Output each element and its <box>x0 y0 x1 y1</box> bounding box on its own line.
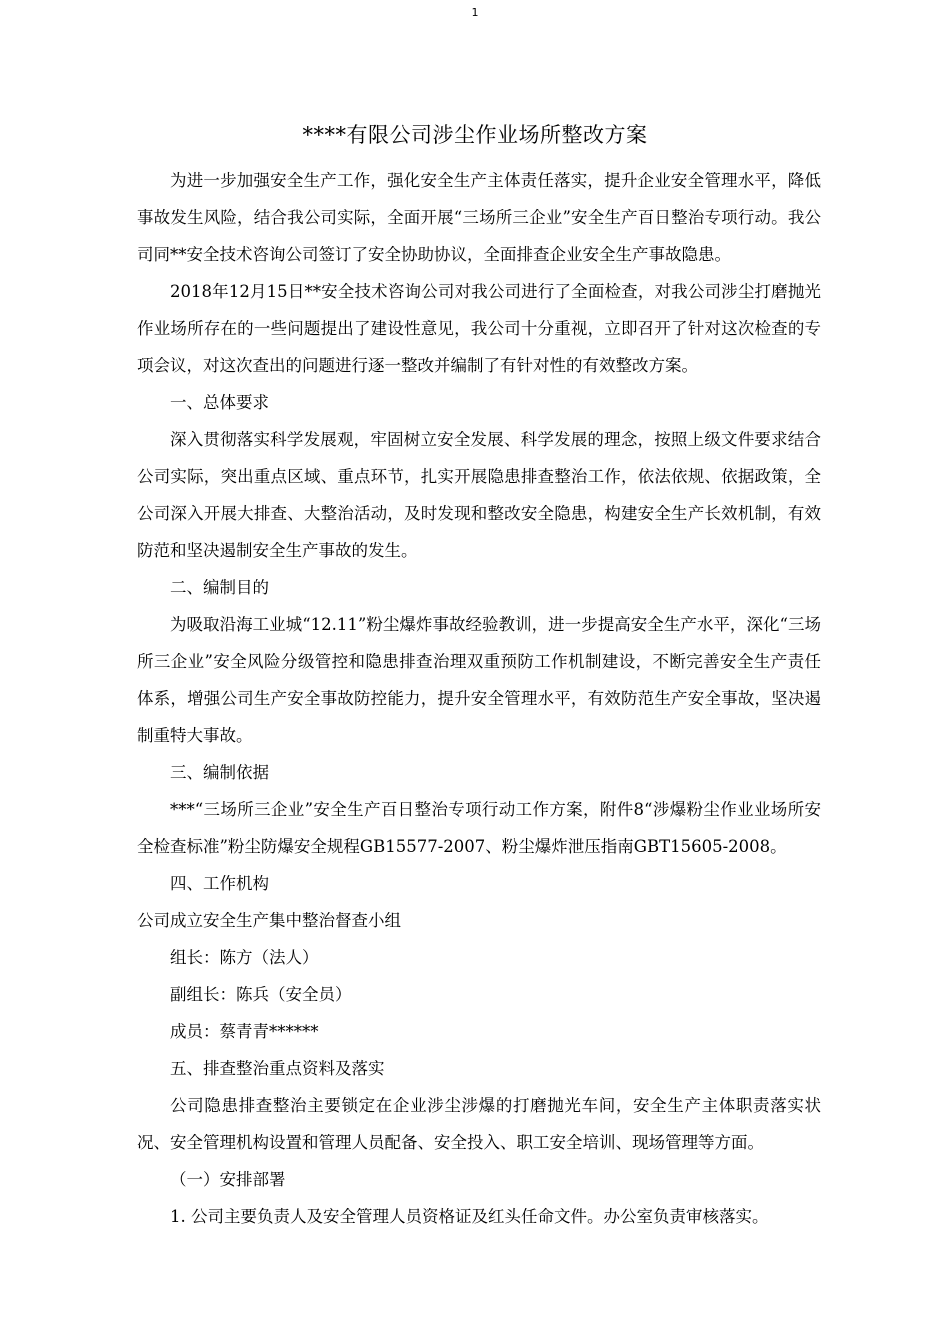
document-title: ****有限公司涉尘作业场所整改方案 <box>302 123 648 147</box>
page-number: 1 <box>471 6 479 19</box>
organization-paragraph: 公司成立安全生产集中整治督查小组 <box>137 911 401 930</box>
intro-paragraph: 为进一步加强安全生产工作，强化安全生产主体责任落实，提升企业安全管理水平，降低事故发生风险，结合我公司实际，全面开展“三场所三企业”安全生产百日整治专项行动。我公司同**安全技术咨询公司签订了安全协助协议，全面排查企业安全生产事故隐患。 <box>137 171 821 264</box>
deputy-team-leader: 副组长：陈兵（安全员） <box>170 985 352 1004</box>
section-heading-purpose: 二、编制目的 <box>170 578 269 597</box>
basis-paragraph: ***“三场所三企业”安全生产百日整治专项行动工作方案，附件8“涉爆粉尘作业业场所安全检查标准”粉尘防爆安全规程GB15577-2007、粉尘爆炸泄压指南GBT15605-2008。 <box>137 800 821 856</box>
general-requirements-paragraph: 深入贯彻落实科学发展观，牢固树立安全发展、科学发展的理念，按照上级文件要求结合公司实际，突出重点区域、重点环节，扎实开展隐患排查整治工作，依法依规、依据政策，全公司深入开展大排查、大整治活动，及时发现和整改安全隐患，构建安全生产长效机制，有效防范和坚决遏制安全生产事故的发生。 <box>137 430 821 560</box>
section-heading-organization: 四、工作机构 <box>170 874 269 893</box>
key-items-paragraph: 公司隐患排查整治主要锁定在企业涉尘涉爆的打磨抛光车间，安全生产主体职责落实状况、安全管理机构设置和管理人员配备、安全投入、职工安全培训、现场管理等方面。 <box>137 1096 821 1152</box>
team-leader: 组长：陈方（法人） <box>170 948 319 967</box>
section-heading-general-requirements: 一、总体要求 <box>170 393 269 412</box>
subsection-heading-arrangement: （一）安排部署 <box>170 1170 286 1189</box>
purpose-paragraph: 为吸取沿海工业城“12.11”粉尘爆炸事故经验教训，进一步提高安全生产水平，深化“三场所三企业”安全风险分级管控和隐患排查治理双重预防工作机制建设，不断完善安全生产责任体系，增强公司生产安全事故防控能力，提升安全管理水平，有效防范生产安全事故，坚决遏制重特大事故。 <box>137 615 821 745</box>
team-members: 成员：蔡青青****** <box>170 1022 319 1041</box>
section-heading-basis: 三、编制依据 <box>170 763 269 782</box>
inspection-paragraph: 2018年12月15日**安全技术咨询公司对我公司进行了全面检查，对我公司涉尘打磨抛光作业场所存在的一些问题提出了建设性意见，我公司十分重视，立即召开了针对这次检查的专项会议，对这次查出的问题进行逐一整改并编制了有针对性的有效整改方案。 <box>137 282 821 375</box>
section-heading-key-items: 五、排查整治重点资料及落实 <box>170 1059 385 1078</box>
document-body <box>137 162 821 1235</box>
arrangement-item-1: 1. 公司主要负责人及安全管理人员资格证及红头任命文件。办公室负责审核落实。 <box>170 1207 769 1226</box>
